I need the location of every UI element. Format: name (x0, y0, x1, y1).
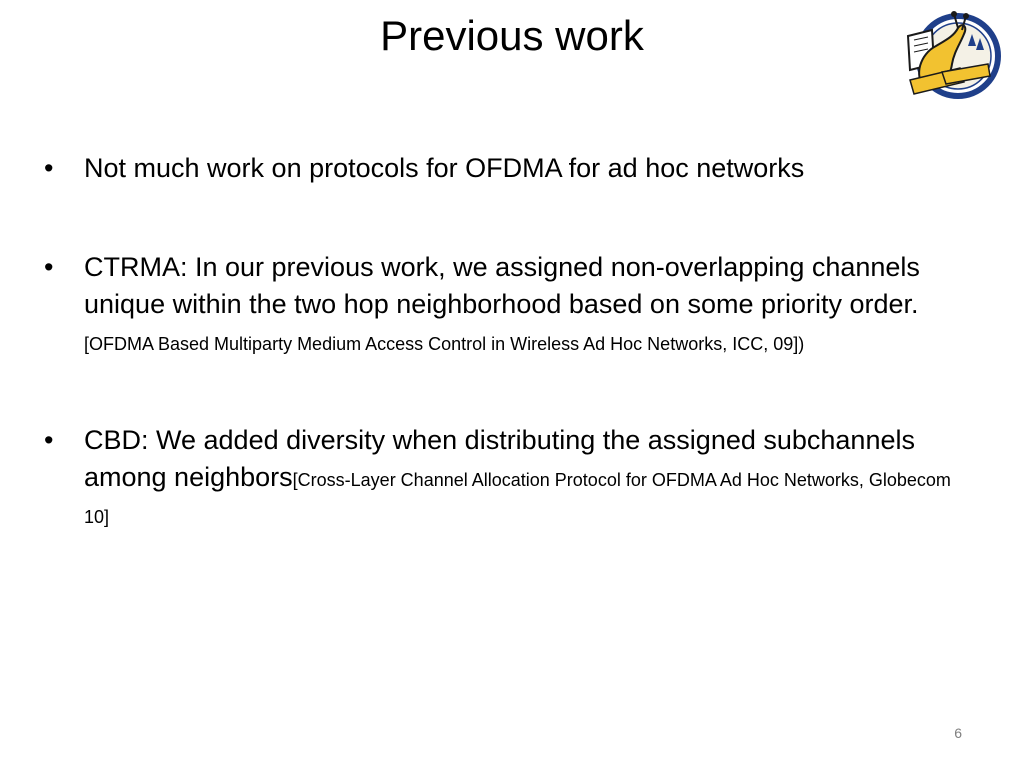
bullet-item (44, 249, 979, 360)
bullet-citation: [Cross-Layer Channel Allocation Protocol for OFDMA Ad Hoc Networks, Globecom 10] (84, 470, 951, 527)
bullet-text: CTRMA: In our previous work, we assigned non-overlapping channels unique within the two hop neighborhood based on some priority order. (84, 252, 920, 319)
slide-title: Previous work (380, 12, 644, 59)
bullet-text: CBD: We added diversity when distributing the assigned subchannels among neighbors (84, 425, 915, 492)
bullet-item (44, 150, 979, 187)
bullet-item (44, 422, 979, 533)
bullet-text: Not much work on protocols for OFDMA for ad hoc networks (84, 153, 805, 183)
page-number: 6 (954, 725, 962, 741)
university-seal-logo (902, 6, 1002, 110)
bullet-dot-icon: • (44, 153, 54, 183)
bullet-dot-icon: • (44, 252, 54, 282)
bullet-list (44, 150, 979, 533)
bullet-citation: [OFDMA Based Multiparty Medium Access Control in Wireless Ad Hoc Networks, ICC, 09]) (84, 334, 805, 354)
bullet-dot-icon: • (44, 425, 54, 455)
